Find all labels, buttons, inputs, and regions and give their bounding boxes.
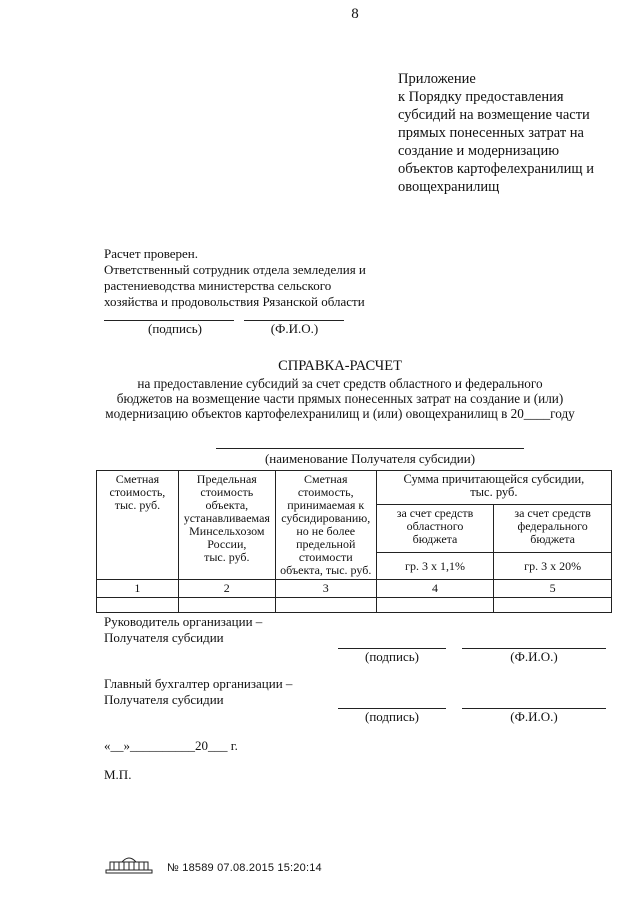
header-cell-4: за счет средств областного бюджета <box>376 504 494 552</box>
header-cell-1: Сметная стоимость, тыс. руб. <box>97 471 179 580</box>
building-emblem-icon <box>104 853 154 875</box>
number-cell: 2 <box>178 580 275 598</box>
date-line: «__»__________20___ г. <box>104 738 238 753</box>
check-block: Расчет проверен. Ответственный сотрудник отдела земледелия и растениеводства министерства сельского хозяйства и продовольствия Рязанской области <box>104 246 366 309</box>
header-cell-2: Предельная стоимость объекта, устанавливаемая Минсельхозом России, тыс. руб. <box>178 471 275 580</box>
recipient-caption: (наименование Получателя субсидии) <box>264 451 476 466</box>
number-cell: 1 <box>97 580 179 598</box>
header-cell-3: Сметная стоимость, принимаемая к субсидированию, но не более предельной стоимости объекта, тыс. руб. <box>275 471 376 580</box>
check-name-caption: (Ф.И.О.) <box>270 321 319 336</box>
seal-place-label: М.П. <box>104 767 132 782</box>
number-cell: 5 <box>494 580 612 598</box>
accountant-name-caption: (Ф.И.О.) <box>510 709 558 724</box>
check-sign-caption: (подпись) <box>148 321 202 336</box>
empty-cell <box>275 598 376 613</box>
page-number: 8 <box>351 6 359 22</box>
registration-stamp: № 18589 07.08.2015 15:20:14 <box>167 862 322 874</box>
header-cell-group: Сумма причитающейся субсидии, тыс. руб. <box>376 471 611 505</box>
accountant-label: Главный бухгалтер организации – Получателя субсидии <box>104 676 293 707</box>
formula-cell-4: гр. 3 х 1,1% <box>376 553 494 580</box>
head-name-caption: (Ф.И.О.) <box>510 649 558 664</box>
head-label: Руководитель организации – Получателя субсидии <box>104 614 263 645</box>
table-header-row <box>97 471 612 505</box>
recipient-line <box>216 448 524 449</box>
formula-cell-5: гр. 3 х 20% <box>494 553 612 580</box>
empty-cell <box>97 598 179 613</box>
accountant-sign-caption: (подпись) <box>365 709 419 724</box>
table-empty-row <box>97 598 612 613</box>
header-cell-5: за счет средств федерального бюджета <box>494 504 612 552</box>
document-subtitle: на предоставление субсидий за счет средств областного и федерального бюджетов на возмещение части прямых понесенных затрат на создание и (или) модернизацию объектов картофелехранилищ и (или) овощехранилищ в 20____году <box>105 376 575 421</box>
empty-cell <box>178 598 275 613</box>
empty-cell <box>494 598 612 613</box>
table-number-row <box>97 580 612 598</box>
number-cell: 4 <box>376 580 494 598</box>
empty-cell <box>376 598 494 613</box>
document-title: СПРАВКА-РАСЧЕТ <box>278 358 402 374</box>
number-cell: 3 <box>275 580 376 598</box>
appendix-header: Приложение к Порядку предоставления субсидий на возмещение части прямых понесенных затрат на создание и модернизацию объектов картофелехранилищ и овощехранилищ <box>398 71 594 195</box>
calculation-table <box>96 470 612 613</box>
head-sign-caption: (подпись) <box>365 649 419 664</box>
